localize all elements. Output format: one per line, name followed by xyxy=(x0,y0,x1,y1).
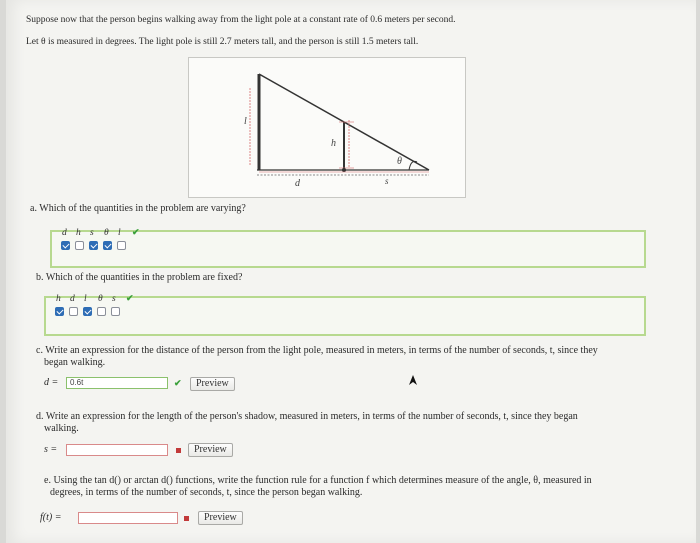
part-c-question-line-2: began walking. xyxy=(44,357,106,368)
part-d-preview-button[interactable]: Preview xyxy=(188,443,233,457)
part-a-answer-box xyxy=(50,227,646,268)
part-b-opt-0-label: h xyxy=(56,294,61,304)
distance-label: d xyxy=(295,178,300,189)
part-a-opt-3-label: θ xyxy=(104,228,109,238)
part-b-opt-3-label: θ xyxy=(98,294,103,304)
person-height-label: h xyxy=(331,138,336,149)
part-e-answer-input[interactable] xyxy=(78,512,178,524)
part-c-preview-button[interactable]: Preview xyxy=(190,377,235,391)
part-b-opt-1-label: d xyxy=(70,294,75,304)
part-b-question: b. Which of the quantities in the problem are fixed? xyxy=(36,272,243,283)
intro-line-1: Suppose now that the person begins walking away from the light pole at a constant rate of 0.6 meters per second. xyxy=(26,15,456,25)
triangle-figure xyxy=(189,58,465,197)
part-a-checkbox-theta[interactable] xyxy=(103,241,112,250)
part-d-question-line-1: d. Write an expression for the length of the person's shadow, measured in meters, in terms of the number of seconds, t, since they began xyxy=(36,411,578,422)
part-b-correct-icon: ✔ xyxy=(126,293,134,303)
part-a-opt-0-label: d xyxy=(62,228,67,238)
part-e-incorrect-icon xyxy=(184,516,189,521)
part-e-question-line-2: degrees, in terms of the number of seconds, t, since the person began walking. xyxy=(50,487,363,498)
mouse-cursor-icon xyxy=(408,374,418,386)
part-a-opt-2-label: s xyxy=(90,228,94,238)
part-c-lhs: d = xyxy=(44,377,59,388)
part-a-correct-icon: ✔ xyxy=(132,227,140,237)
shadow-label: s xyxy=(385,176,389,186)
part-a-opt-1-label: h xyxy=(76,228,81,238)
pole-height-label: l xyxy=(244,116,247,127)
part-a-checkbox-d[interactable] xyxy=(61,241,70,250)
part-e-question-line-1: e. Using the tan d() or arctan d() functions, write the function rule for a function f which determines measure of the angle, θ, measured in xyxy=(44,475,592,486)
part-b-answer-box xyxy=(44,293,646,336)
part-b-checkbox-d[interactable] xyxy=(69,307,78,316)
part-d-incorrect-icon xyxy=(176,448,181,453)
part-a-checkbox-l[interactable] xyxy=(117,241,126,250)
part-a-checkbox-s[interactable] xyxy=(89,241,98,250)
intro-line-2: Let θ is measured in degrees. The light pole is still 2.7 meters tall, and the person is still 1.5 meters tall. xyxy=(26,37,419,47)
part-d-lhs: s = xyxy=(44,444,58,455)
part-c-question-line-1: c. Write an expression for the distance of the person from the light pole, measured in meters, in terms of the number of seconds, t, since they xyxy=(36,345,598,356)
part-e-preview-button[interactable]: Preview xyxy=(198,511,243,525)
angle-label: θ xyxy=(397,156,402,167)
part-b-opt-2-label: l xyxy=(84,294,87,304)
part-b-checkbox-theta[interactable] xyxy=(97,307,106,316)
part-e-lhs: f(t) = xyxy=(40,512,62,523)
part-a-question: a. Which of the quantities in the problem are varying? xyxy=(30,203,246,214)
part-c-answer-input[interactable]: 0.6t xyxy=(66,377,168,389)
part-d-question-line-2: walking. xyxy=(44,423,79,434)
part-b-checkbox-h[interactable] xyxy=(55,307,64,316)
part-b-opt-4-label: s xyxy=(112,294,116,304)
part-a-checkbox-h[interactable] xyxy=(75,241,84,250)
part-d-answer-input[interactable] xyxy=(66,444,168,456)
question-page xyxy=(6,0,696,543)
light-pole-diagram xyxy=(188,57,466,198)
part-b-checkbox-l[interactable] xyxy=(83,307,92,316)
part-b-checkbox-s[interactable] xyxy=(111,307,120,316)
part-c-correct-icon: ✔ xyxy=(174,378,182,388)
part-a-opt-4-label: l xyxy=(118,228,121,238)
